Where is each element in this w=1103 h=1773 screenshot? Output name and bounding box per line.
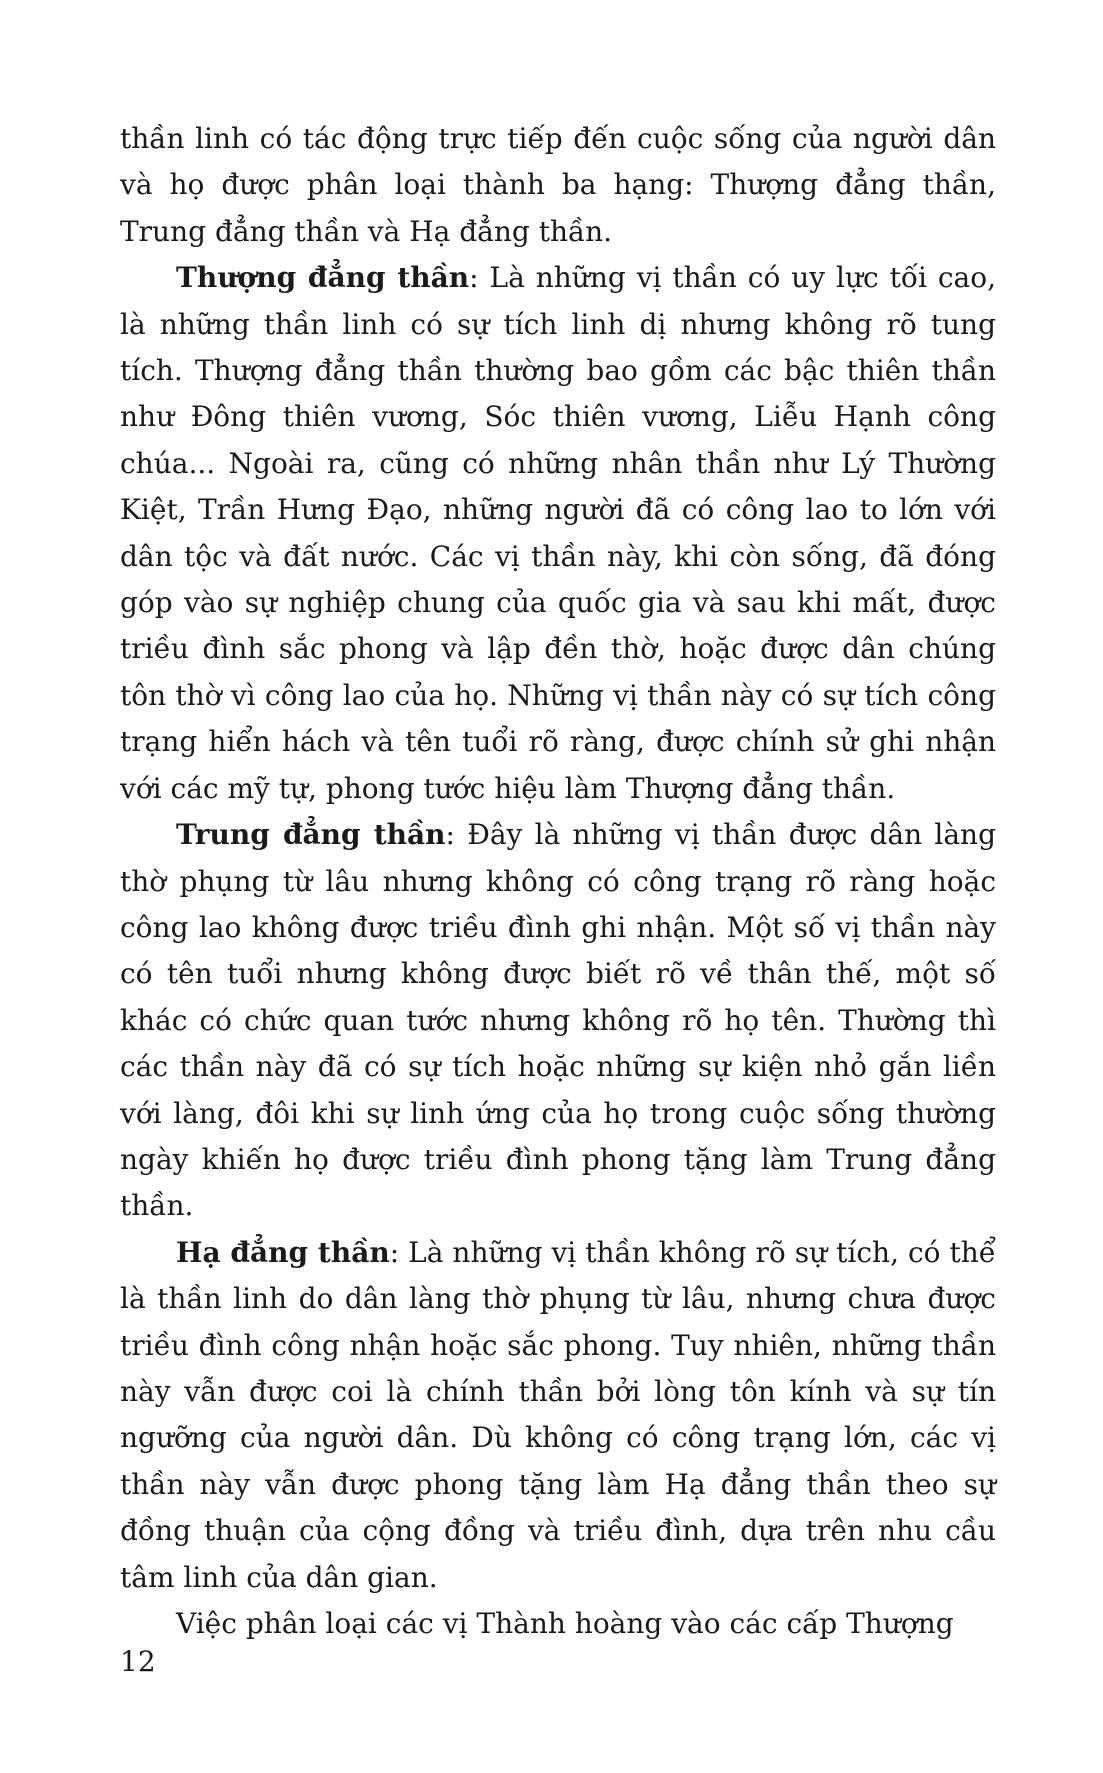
term-thuong-dang-than: Thượng đẳng thần: [176, 261, 470, 295]
paragraph-thuong-dang-than: [120, 255, 996, 812]
paragraph-text: : Đây là những vị thần được dân làng thờ phụng từ lâu nhưng không có công trạng rõ ràng hoặc công lao không được triều đình ghi nhận. Một số vị thần này có tên tuổi nhưng không được biết rõ về thân thế, một số khác có chức quan tước nhưng không rõ họ tên. Thường thì các thần này đã có sự tích hoặc những sự kiện nhỏ gắn liền với làng, đôi khi sự linh ứng của họ trong cuộc sống thường ngày khiến họ được triều đình phong tặng làm Trung đẳng thần.: [120, 818, 996, 1223]
term-trung-dang-than: Trung đẳng thần: [176, 818, 446, 852]
paragraph-ha-dang-than: [120, 1230, 996, 1601]
paragraph-text: : Là những vị thần không rõ sự tích, có thể là thần linh do dân làng thờ phụng từ lâu, nhưng chưa được triều đình công nhận hoặc sắc phong. Tuy nhiên, những thần này vẫn được coi là chính thần bởi lòng tôn kính và sự tín ngưỡng của người dân. Dù không có công trạng lớn, các vị thần này vẫn được phong tặng làm Hạ đẳng thần theo sự đồng thuận của cộng đồng và triều đình, dựa trên nhu cầu tâm linh của dân gian.: [120, 1235, 996, 1594]
paragraph-text: : Là những vị thần có uy lực tối cao, là những thần linh có sự tích linh dị nhưng không rõ tung tích. Thượng đẳng thần thường bao gồm các bậc thiên thần như Đông thiên vương, Sóc thiên vương, Liễu Hạnh công chúa... Ngoài ra, cũng có những nhân thần như Lý Thường Kiệt, Trần Hưng Đạo, những người đã có công lao to lớn với dân tộc và đất nước. Các vị thần này, khi còn sống, đã đóng góp vào sự nghiệp chung của quốc gia và sau khi mất, được triều đình sắc phong và lập đền thờ, hoặc được dân chúng tôn thờ vì công lao của họ. Những vị thần này có sự tích công trạng hiển hách và tên tuổi rõ ràng, được chính sử ghi nhận với các mỹ tự, phong tước hiệu làm Thượng đẳng thần.: [120, 261, 996, 805]
page-body: [120, 116, 996, 1647]
term-ha-dang-than: Hạ đẳng thần: [176, 1235, 390, 1269]
paragraph-text: thần linh có tác động trực tiếp đến cuộc sống của người dân và họ được phân loại thành ba hạng: Thượng đẳng thần, Trung đẳng thần và Hạ đẳng thần.: [120, 122, 996, 248]
page-number: 12: [120, 1645, 156, 1678]
paragraph-trung-dang-than: [120, 812, 996, 1230]
paragraph-closing: [120, 1601, 996, 1647]
paragraph-text: Việc phân loại các vị Thành hoàng vào các cấp Thượng: [176, 1607, 954, 1640]
paragraph-intro: [120, 116, 996, 255]
